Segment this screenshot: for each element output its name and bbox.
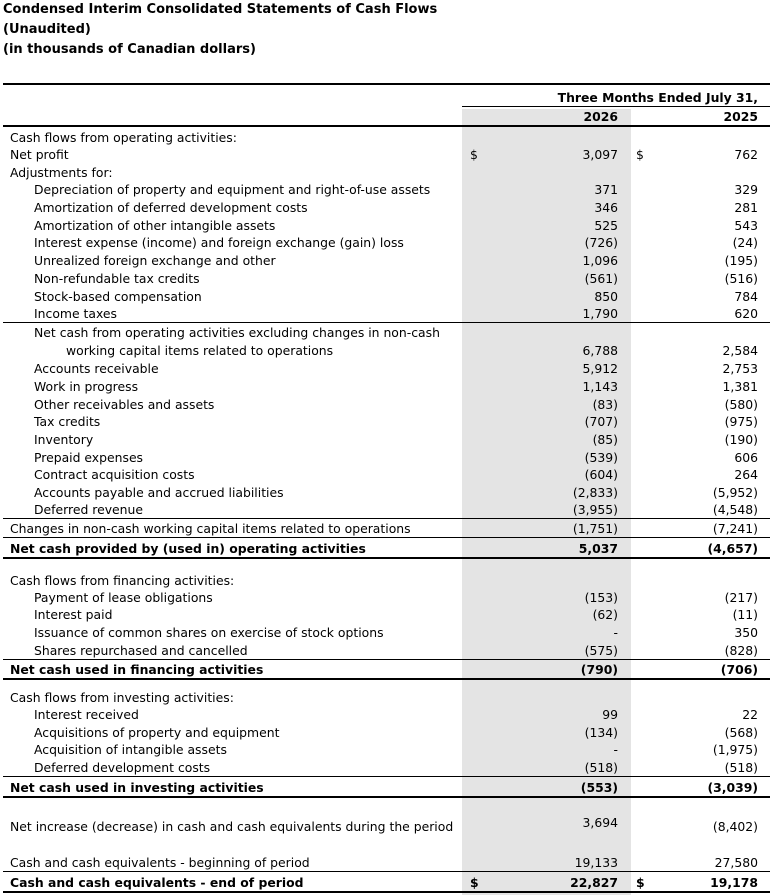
row-label: Interest received xyxy=(34,707,139,722)
value-2025: (4,548) xyxy=(712,502,758,517)
period-header-rule xyxy=(462,106,770,107)
row-divider xyxy=(3,678,770,680)
row-label: Interest expense (income) and foreign exchange (gain) loss xyxy=(34,235,404,250)
row-label: Changes in non-cash working capital items related to operations xyxy=(10,521,411,536)
table-row xyxy=(0,759,770,776)
table-row xyxy=(0,288,770,305)
value-2026: 3,097 xyxy=(582,147,618,162)
table-row xyxy=(0,342,770,359)
table-top-rule xyxy=(3,83,770,85)
row-label: Net cash provided by (used in) operating activities xyxy=(10,541,366,556)
value-2026: (85) xyxy=(592,432,618,447)
table-row xyxy=(0,484,770,501)
table-row xyxy=(0,501,770,518)
statement-title-block xyxy=(3,0,437,60)
value-2026: 371 xyxy=(594,182,618,197)
value-2025: 2,753 xyxy=(722,361,758,376)
table-row xyxy=(0,572,770,589)
row-label: Net cash used in investing activities xyxy=(10,780,264,795)
value-2026: (518) xyxy=(584,760,618,775)
value-2026: (575) xyxy=(584,643,618,658)
value-2025: 2,584 xyxy=(722,343,758,358)
row-divider xyxy=(3,796,770,798)
table-row xyxy=(0,413,770,430)
value-2026: 346 xyxy=(594,200,618,215)
value-2025: 606 xyxy=(734,450,758,465)
value-2026: (1,751) xyxy=(572,521,618,536)
value-2025: (3,039) xyxy=(707,780,758,795)
value-2025: (516) xyxy=(724,271,758,286)
value-2026: (2,833) xyxy=(572,485,618,500)
row-label: Non-refundable tax credits xyxy=(34,271,200,286)
row-label: Net cash from operating activities excluding changes in non-cash xyxy=(34,325,440,340)
value-2026: 1,096 xyxy=(582,253,618,268)
value-2026: - xyxy=(613,625,618,640)
table-row xyxy=(0,724,770,741)
row-label: Prepaid expenses xyxy=(34,450,144,465)
value-2026: 19,133 xyxy=(574,855,618,870)
table-row xyxy=(0,779,770,796)
table-row xyxy=(0,589,770,606)
value-2026: (553) xyxy=(580,780,618,795)
row-label: Income taxes xyxy=(34,306,118,321)
row-label: Amortization of deferred development costs xyxy=(34,200,308,215)
statement-title: Condensed Interim Consolidated Statements of Cash Flows xyxy=(3,2,438,17)
table-row xyxy=(0,305,770,322)
row-divider xyxy=(3,659,770,660)
value-2026: 5,037 xyxy=(578,541,618,556)
value-2026: (726) xyxy=(584,235,618,250)
row-label: Cash and cash equivalents - beginning of period xyxy=(10,855,310,870)
row-label: Cash flows from investing activities: xyxy=(10,690,234,705)
value-2026: (153) xyxy=(584,590,618,605)
row-label: Cash flows from financing activities: xyxy=(10,573,235,588)
value-2026: 850 xyxy=(594,289,618,304)
value-2026: 22,827 xyxy=(570,875,618,890)
value-2025: (568) xyxy=(724,725,758,740)
row-label: Contract acquisition costs xyxy=(34,467,195,482)
value-2026: (604) xyxy=(584,467,618,482)
value-2025: 281 xyxy=(734,200,758,215)
row-label: Issuance of common shares on exercise of stock options xyxy=(34,625,384,640)
table-row xyxy=(0,181,770,198)
row-divider xyxy=(3,871,770,872)
table-row xyxy=(0,396,770,413)
value-2025: (580) xyxy=(724,397,758,412)
table-row xyxy=(0,624,770,641)
value-2026: 1,790 xyxy=(582,306,618,321)
value-2025: (975) xyxy=(724,414,758,429)
row-label: Acquisitions of property and equipment xyxy=(34,725,280,740)
row-label: Unrealized foreign exchange and other xyxy=(34,253,276,268)
value-2026: 525 xyxy=(594,218,618,233)
table-row xyxy=(0,466,770,483)
value-2025: 784 xyxy=(734,289,758,304)
table-row xyxy=(0,642,770,659)
value-2025: 264 xyxy=(734,467,758,482)
table-row xyxy=(0,146,770,163)
value-2026: 3,694 xyxy=(582,815,618,830)
row-label: Cash flows from operating activities: xyxy=(10,130,237,145)
row-divider xyxy=(3,776,770,777)
value-2026: (539) xyxy=(584,450,618,465)
row-label: Accounts payable and accrued liabilities xyxy=(34,485,284,500)
value-2026: (134) xyxy=(584,725,618,740)
table-row xyxy=(0,815,770,835)
row-divider xyxy=(3,537,770,538)
value-2026: (707) xyxy=(584,414,618,429)
table-row xyxy=(0,449,770,466)
row-label: Acquisition of intangible assets xyxy=(34,742,227,757)
value-2025: (190) xyxy=(724,432,758,447)
table-row xyxy=(0,661,770,678)
row-label: Deferred revenue xyxy=(34,502,144,517)
value-2025: (195) xyxy=(724,253,758,268)
row-label: Inventory xyxy=(34,432,94,447)
row-label: Adjustments for: xyxy=(10,165,113,180)
value-2026: (62) xyxy=(592,607,618,622)
row-label: Payment of lease obligations xyxy=(34,590,213,605)
table-row xyxy=(0,252,770,269)
table-row xyxy=(0,129,770,146)
row-divider xyxy=(3,322,770,323)
currency-symbol-2025: $ xyxy=(636,147,644,162)
value-2025: 329 xyxy=(734,182,758,197)
row-divider xyxy=(3,891,770,893)
row-label: Deferred development costs xyxy=(34,760,211,775)
currency-symbol-2026: $ xyxy=(470,147,478,162)
statement-subtitle-currency: (in thousands of Canadian dollars) xyxy=(3,42,256,57)
table-row xyxy=(0,360,770,377)
period-header: Three Months Ended July 31, xyxy=(557,90,758,105)
value-2026: (3,955) xyxy=(572,502,618,517)
table-row xyxy=(0,234,770,251)
value-2026: (790) xyxy=(580,662,618,677)
table-row xyxy=(0,854,770,871)
table-row xyxy=(0,606,770,623)
value-2026: 1,143 xyxy=(582,379,618,394)
row-label: Work in progress xyxy=(34,379,139,394)
value-2025: 27,580 xyxy=(714,855,758,870)
row-label: Depreciation of property and equipment and right-of-use assets xyxy=(34,182,431,197)
table-row xyxy=(0,270,770,287)
value-2025: (7,241) xyxy=(712,521,758,536)
currency-symbol-2025: $ xyxy=(636,875,645,890)
row-label: Net profit xyxy=(10,147,69,162)
column-header-rule xyxy=(3,125,770,127)
value-2025: (518) xyxy=(724,760,758,775)
value-2026: (83) xyxy=(592,397,618,412)
value-2025: (5,952) xyxy=(712,485,758,500)
currency-symbol-2026: $ xyxy=(470,875,479,890)
table-row xyxy=(0,199,770,216)
table-row xyxy=(0,431,770,448)
table-row xyxy=(0,540,770,557)
row-label: Tax credits xyxy=(34,414,101,429)
row-label: Accounts receivable xyxy=(34,361,159,376)
row-label: Other receivables and assets xyxy=(34,397,215,412)
year-2025-header: 2025 xyxy=(723,109,758,124)
row-label: Amortization of other intangible assets xyxy=(34,218,276,233)
row-label: Net cash used in financing activities xyxy=(10,662,264,677)
table-row xyxy=(0,874,770,891)
value-2025: (11) xyxy=(732,607,758,622)
value-2026: 6,788 xyxy=(582,343,618,358)
value-2025: 19,178 xyxy=(710,875,758,890)
value-2025: 762 xyxy=(734,147,758,162)
value-2025: (828) xyxy=(724,643,758,658)
value-2025: (1,975) xyxy=(712,742,758,757)
row-label: working capital items related to operations xyxy=(66,343,334,358)
value-2025: 1,381 xyxy=(722,379,758,394)
value-2025: (24) xyxy=(732,235,758,250)
value-2025: 620 xyxy=(734,306,758,321)
table-row xyxy=(0,689,770,706)
row-divider xyxy=(3,518,770,519)
table-row xyxy=(0,378,770,395)
row-label: Net increase (decrease) in cash and cash equivalents during the period xyxy=(10,819,454,834)
table-row xyxy=(0,217,770,234)
value-2026: 99 xyxy=(602,707,618,722)
table-row xyxy=(0,741,770,758)
statement-subtitle-unaudited: (Unaudited) xyxy=(3,22,91,37)
value-2026: (561) xyxy=(584,271,618,286)
table-row xyxy=(0,706,770,723)
year-2026-header: 2026 xyxy=(583,109,618,124)
value-2025: 350 xyxy=(734,625,758,640)
table-row xyxy=(0,164,770,181)
row-label: Cash and cash equivalents - end of period xyxy=(10,875,304,890)
value-2025: (217) xyxy=(724,590,758,605)
value-2025: 22 xyxy=(742,707,758,722)
row-label: Interest paid xyxy=(34,607,113,622)
value-2025: 543 xyxy=(734,218,758,233)
value-2025: (706) xyxy=(720,662,758,677)
row-divider xyxy=(3,557,770,559)
value-2025: (8,402) xyxy=(712,819,758,834)
table-row xyxy=(0,324,770,341)
row-label: Shares repurchased and cancelled xyxy=(34,643,248,658)
value-2026: - xyxy=(613,742,618,757)
value-2026: 5,912 xyxy=(582,361,618,376)
table-row xyxy=(0,520,770,537)
value-2025: (4,657) xyxy=(707,541,758,556)
row-label: Stock-based compensation xyxy=(34,289,202,304)
